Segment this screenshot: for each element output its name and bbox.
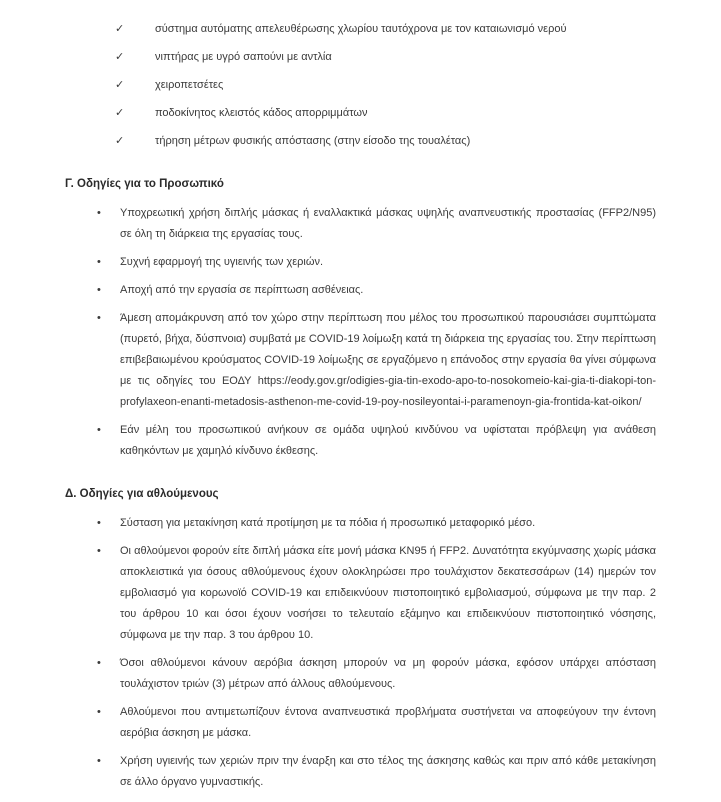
bullet-icon: • (97, 312, 101, 324)
bullet-item-text: Όσοι αθλούμενοι κάνουν αερόβια άσκηση μπορούν να μη φορούν μάσκα, εφόσον υπάρχει απόσταση τουλάχιστον τριών (3) μέτρων από άλλους αθλούμενους. (120, 657, 656, 690)
bullet-item (65, 653, 656, 695)
bullet-icon: • (97, 706, 101, 718)
bullet-icon: • (97, 207, 101, 219)
bullet-item (65, 702, 656, 744)
checklist-item-text: σύστημα αυτόματης απελευθέρωσης χλωρίου ταυτόχρονα με τον καταιωνισμό νερού (155, 23, 567, 35)
bullet-item-text: Άμεση απομάκρυνση από τον χώρο στην περίπτωση που μέλος του προσωπικού παρουσιάσει συμπτώματα (πυρετό, βήχα, δύσπνοια) συμβατά με COVID-19 λοίμωξη κατά τη διάρκεια της εργασίας του. Στην περίπτωση επιβεβαιωμένου κρούσματος COVID-19 λοίμωξης σε εργαζόμενο η επάνοδος στην εργασία θα γίνει σύμφωνα με τις οδηγίες του ΕΟΔΥ https://eody.gov.gr/odigies-gia-tin-exodo-apo-to-nosokomeio-kai-gia-ti-diakopi-ton-profylaxeon-enanti-metadosis-asthenon-me-covid-19-poy-nosileyontai-i-paramenoyn-gia-frontida-kat-oikon/ (120, 312, 656, 408)
bullet-item-text: Υποχρεωτική χρήση διπλής μάσκας ή εναλλακτικά μάσκας υψηλής αναπνευστικής προστασίας (FFP2/N95) σε όλη τη διάρκεια της εργασίας τους. (120, 207, 656, 240)
checkmark-icon: ✓ (115, 23, 125, 35)
athletes-guidelines-list (65, 513, 656, 793)
bullet-item (65, 203, 656, 245)
bullet-icon: • (97, 284, 101, 296)
bullet-icon: • (97, 755, 101, 767)
bullet-item-text: Σύσταση για μετακίνηση κατά προτίμηση με τα πόδια ή προσωπικό μεταφορικό μέσο. (120, 517, 536, 529)
checklist-item-text: τήρηση μέτρων φυσικής απόστασης (στην είσοδο της τουαλέτας) (155, 135, 471, 147)
bullet-icon: • (97, 424, 101, 436)
checkmark-icon: ✓ (115, 135, 125, 147)
bullet-item (65, 420, 656, 462)
checklist-item (65, 103, 656, 124)
bullet-item (65, 308, 656, 413)
bullet-item-text: Χρήση υγιεινής των χεριών πριν την έναρξη και στο τέλος της άσκησης καθώς και πριν από κάθε μετακίνηση σε άλλο όργανο γυμναστικής. (120, 755, 656, 788)
bullet-item-text: Αποχή από την εργασία σε περίπτωση ασθένειας. (120, 284, 364, 296)
checklist-item (65, 131, 656, 152)
bullet-icon: • (97, 657, 101, 669)
bullet-item (65, 751, 656, 793)
checklist-item (65, 47, 656, 68)
checklist-item-text: χειροπετσέτες (155, 79, 224, 91)
staff-guidelines-list (65, 203, 656, 462)
bullet-item (65, 252, 656, 273)
checklist-item-text: ποδοκίνητος κλειστός κάδος απορριμμάτων (155, 107, 368, 119)
bullet-icon: • (97, 545, 101, 557)
checklist-item-text: νιπτήρας με υγρό σαπούνι με αντλία (155, 51, 332, 63)
section-heading-staff: Γ. Οδηγίες για το Προσωπικό (65, 178, 224, 190)
checkmark-icon: ✓ (115, 79, 125, 91)
checkmark-icon: ✓ (115, 51, 125, 63)
section-heading-athletes: Δ. Οδηγίες για αθλούμενους (65, 488, 219, 500)
bullet-item-text: Εάν μέλη του προσωπικού ανήκουν σε ομάδα υψηλού κινδύνου να υφίσταται πρόβλεψη για ανάθεση καθηκόντων με χαμηλό κίνδυνο έκθεσης. (120, 424, 656, 457)
bullet-item (65, 541, 656, 646)
checklist-item (65, 19, 656, 40)
checkmark-icon: ✓ (115, 107, 125, 119)
checklist-item (65, 75, 656, 96)
bullet-item-text: Συχνή εφαρμογή της υγιεινής των χεριών. (120, 256, 324, 268)
bullet-item-text: Οι αθλούμενοι φορούν είτε διπλή μάσκα είτε μονή μάσκα KN95 ή FFP2. Δυνατότητα εκγύμνασης χωρίς μάσκα αποκλειστικά για όσους αθλούμενους έχουν ολοκληρώσει προ τουλάχιστον δεκατεσσάρων (14) ημερών τον εμβολιασμό για κορωνοϊό COVID-19 και επιδεικνύουν πιστοποιητικό εμβολιασμού, σύμφωνα με την παρ. 2 του άρθρου 10 και όσοι έχουν νοσήσει το τελευταίο εξάμηνο και επιδεικνύουν πιστοποιητικό νόσησης, σύμφωνα με την παρ. 3 του άρθρου 10. (120, 545, 656, 641)
bullet-icon: • (97, 256, 101, 268)
bullet-icon: • (97, 517, 101, 529)
bullet-item (65, 513, 656, 534)
bullet-item (65, 280, 656, 301)
bullet-item-text: Αθλούμενοι που αντιμετωπίζουν έντονα αναπνευστικά προβλήματα συστήνεται να αποφεύγουν την έντονη αερόβια άσκηση με μάσκα. (120, 706, 656, 739)
checklist (65, 19, 656, 152)
